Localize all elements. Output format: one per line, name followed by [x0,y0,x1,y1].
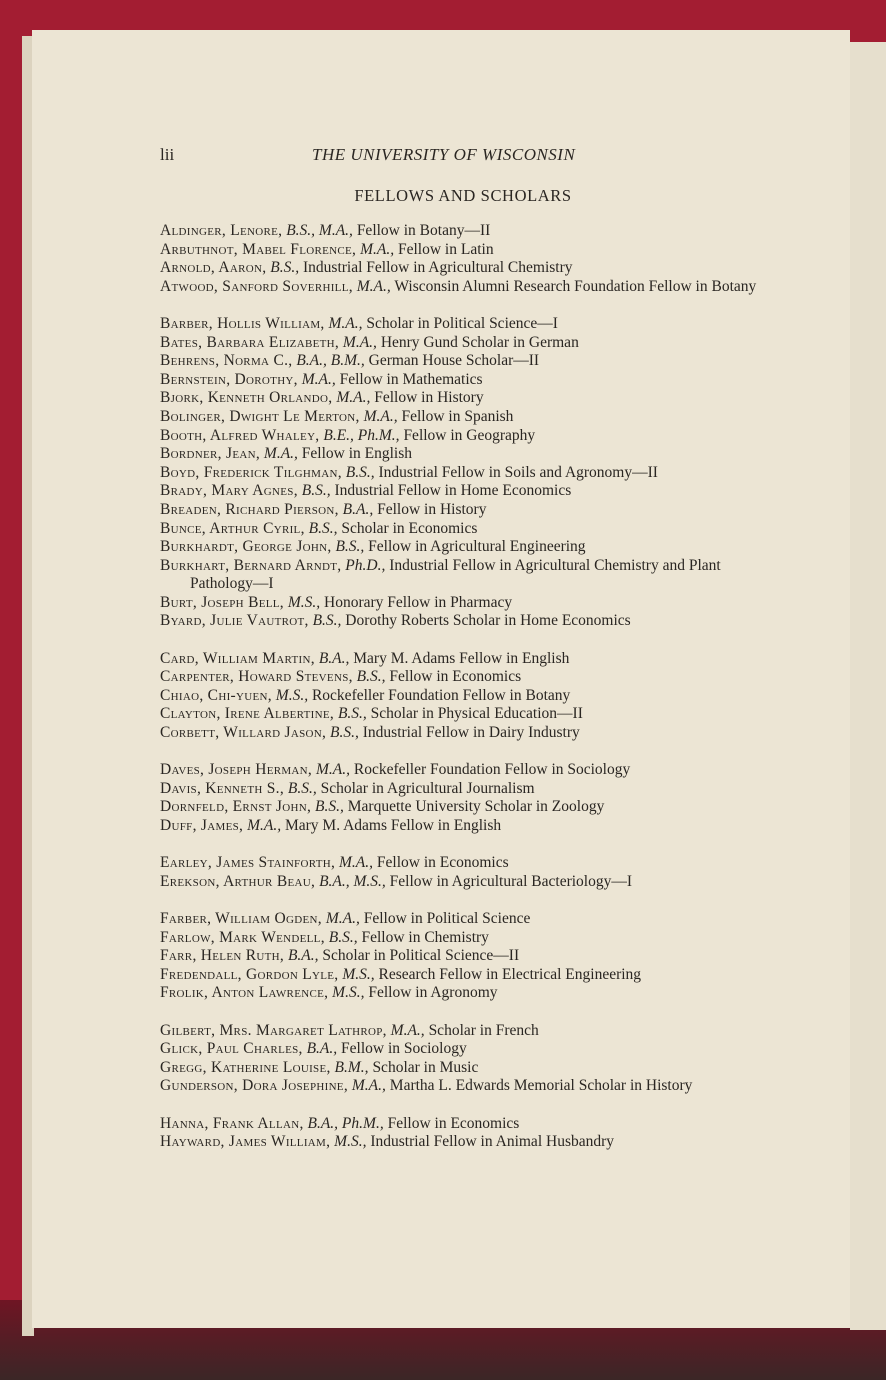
fellow-name: Booth, Alfred Whaley, [160,426,320,444]
fellow-name: Byard, Julie Vautrot, [160,612,309,630]
list-item [160,464,784,483]
list-item [160,371,784,390]
fellow-degrees: M.A., [342,333,377,351]
list-item [160,910,784,929]
list-item [160,594,784,613]
fellow-degrees: B.S., [301,482,331,500]
fellow-degrees: M.A., [363,407,398,425]
fellow-degrees: M.A., [325,909,360,927]
fellowship-description: Marquette University Scholar in Zoology [347,798,605,816]
list-item [160,445,784,464]
list-item [160,984,784,1003]
fellow-degrees: B.A., B.M., [296,352,365,370]
list-item [160,315,784,334]
list-item [160,334,784,353]
list-item [160,947,784,966]
fellow-name: Brady, Mary Agnes, [160,482,298,500]
running-title: THE UNIVERSITY OF WISCONSIN [312,145,576,164]
fellow-name: Hanna, Frank Allan, [160,1114,304,1132]
fellow-degrees: B.S., [308,519,338,537]
fellow-degrees: M.A., [356,277,391,295]
fellowship-description: Fellow in Economics [389,668,522,686]
fellowship-description: Industrial Fellow in Agricultural Chemistry and Plant Pathology—I [190,556,721,593]
entry-group [160,222,784,296]
fellow-degrees: M.S., [287,593,321,611]
fellow-degrees: B.S., [337,705,367,723]
fellow-degrees: M.A., [328,314,363,332]
list-item [160,1133,784,1152]
fellow-name: Daves, Joseph Herman, [160,761,313,779]
list-item [160,705,784,724]
list-item [160,780,784,799]
fellowship-description: Scholar in Music [372,1058,479,1076]
fellowship-description: Mary M. Adams Fellow in English [284,817,502,834]
fellow-name: Carpenter, Howard Stevens, [160,668,353,686]
fellow-name: Bates, Barbara Elizabeth, [160,333,340,351]
fellow-name: Arbuthnot, Mabel Florence, [160,240,357,258]
fellowship-description: Henry Gund Scholar in German [380,333,579,351]
fellowship-description: Mary M. Adams Fellow in English [353,649,570,667]
fellowship-description: Wisconsin Alumni Research Foundation Fellow in Botany [394,277,757,295]
fellow-name: Chiao, Chi-yuen, [160,686,272,704]
fellow-name: Aldinger, Lenore, [160,222,283,239]
fellowship-description: Fellow in Agricultural Bacteriology—I [389,872,633,890]
entry-group [160,854,784,891]
fellow-name: Gilbert, Mrs. Margaret Lathrop, [160,1021,387,1039]
fellowship-description: Fellow in Latin [398,240,494,258]
fellow-degrees: B.S., [287,779,317,797]
fellowship-description: Fellow in Botany—II [356,222,491,239]
fellow-degrees: B.S., [356,668,386,686]
list-item [160,798,784,817]
list-item [160,724,784,743]
list-item [160,352,784,371]
list-item [160,389,784,408]
fellowship-description: Scholar in Agricultural Journalism [320,779,535,797]
fellow-degrees: B.A., Ph.M., [307,1114,384,1132]
fellow-name: Corbett, Willard Jason, [160,724,327,742]
fellow-degrees: M.A., [301,370,336,388]
fellow-degrees: Ph.D., [345,556,386,574]
fellow-name: Dornfeld, Ernst John, [160,798,312,816]
section-title: FELLOWS AND SCHOLARS [354,186,572,205]
fellow-degrees: B.S., [335,538,365,556]
fellowship-description: Scholar in Physical Education—II [370,705,583,723]
fellow-name: Glick, Paul Charles, [160,1040,303,1058]
fellow-name: Bordner, Jean, [160,445,261,463]
fellowship-description: Fellow in Economics [376,854,509,872]
fellow-degrees: M.S., [332,984,365,1002]
fellow-degrees: M.A., [263,445,298,463]
fellow-degrees: B.S., [270,259,300,277]
fellow-name: Bolinger, Dwight Le Merton, [160,407,360,425]
fellow-name: Behrens, Norma C., [160,352,293,370]
fellow-degrees: M.S., [342,965,375,983]
list-item [160,278,784,297]
list-item [160,222,784,241]
list-item [160,1077,784,1096]
fellowship-description: Fellow in History [374,389,484,407]
fellowship-description: Fellow in Sociology [341,1040,467,1058]
fellow-name: Farlow, Mark Wendell, [160,928,325,946]
fellowship-description: Rockefeller Foundation Fellow in Sociology [353,761,631,779]
entry-group [160,1115,784,1152]
list-item [160,687,784,706]
list-item [160,557,784,594]
fellowship-description: Scholar in Economics [341,519,478,537]
fellow-degrees: M.S., [275,686,309,704]
list-item [160,761,784,780]
fellowship-description: Scholar in French [428,1021,539,1039]
fellow-degrees: B.S., [312,612,342,630]
fellowship-description: Research Fellow in Electrical Engineering [378,965,642,983]
fellow-degrees: B.A., [342,500,374,518]
facing-page-edge [850,42,886,1330]
fellow-name: Duff, James, [160,817,244,834]
page-number: lii [160,145,175,164]
fellowship-description: Dorothy Roberts Scholar in Home Economics [345,612,631,630]
list-item [160,520,784,539]
list-item [160,1022,784,1041]
fellow-degrees: M.A., [315,761,350,779]
fellowship-description: Industrial Fellow in Animal Husbandry [370,1133,615,1151]
fellow-degrees: B.M., [334,1058,369,1076]
fellow-name: Atwood, Sanford Soverhill, [160,277,353,295]
list-item [160,854,784,873]
fellow-name: Card, William Martin, [160,649,315,667]
list-item [160,966,784,985]
fellow-name: Fredendall, Gordon Lyle, [160,965,339,983]
fellow-degrees: M.A., [390,1021,425,1039]
fellow-name: Burkhardt, George John, [160,538,332,556]
list-item [160,501,784,520]
fellowship-description: German House Scholar—II [368,352,540,370]
fellow-degrees: B.S., [345,463,375,481]
fellow-degrees: B.S., [315,798,344,816]
entry-group [160,761,784,835]
fellow-name: Gunderson, Dora Josephine, [160,1077,349,1095]
fellowship-description: Industrial Fellow in Home Economics [334,482,572,500]
fellow-name: Burkhart, Bernard Arndt, [160,556,342,574]
fellow-name: Erekson, Arthur Beau, [160,872,316,890]
fellowship-description: Honorary Fellow in Pharmacy [324,593,513,611]
fellow-name: Farr, Helen Ruth, [160,947,285,965]
fellow-degrees: B.A., [318,649,350,667]
list-item [160,538,784,557]
entry-group [160,910,784,1003]
list-item [160,1040,784,1059]
list-item [160,873,784,892]
page-header [160,145,780,167]
fellowship-description: Scholar in Political Science—I [366,314,558,332]
fellowship-description: Fellow in Chemistry [361,928,489,946]
fellow-degrees: M.A., [351,1077,386,1095]
fellow-name: Boyd, Frederick Tilghman, [160,463,342,481]
fellowship-description: Industrial Fellow in Agricultural Chemistry [303,259,573,277]
fellowship-description: Fellow in English [301,445,413,463]
list-item [160,241,784,260]
list-item [160,929,784,948]
fellow-degrees: B.A., M.S., [319,872,386,890]
list-item [160,1115,784,1134]
list-item [160,259,784,278]
list-item [160,612,784,631]
fellow-name: Farber, William Ogden, [160,909,322,927]
fellow-degrees: B.A., [287,947,319,965]
fellow-degrees: B.A., [306,1040,338,1058]
fellow-name: Clayton, Irene Albertine, [160,705,335,723]
fellow-name: Davis, Kenneth S., [160,779,285,797]
list-item [160,650,784,669]
fellow-degrees: M.A., [339,854,374,872]
fellow-name: Earley, James Stainforth, [160,854,336,872]
fellowship-description: Fellow in Agricultural Engineering [368,538,586,556]
fellowship-description: Fellow in Agronomy [368,984,498,1002]
fellowship-description: Scholar in Political Science—II [322,947,520,965]
fellow-name: Gregg, Katherine Louise, [160,1058,331,1076]
list-item [160,482,784,501]
fellow-degrees: B.S., [328,928,358,946]
fellowship-description: Fellow in Mathematics [339,370,483,388]
fellow-name: Breaden, Richard Pierson, [160,500,339,518]
fellow-name: Hayward, James William, [160,1133,331,1151]
entry-group [160,315,784,631]
list-item [160,427,784,446]
fellow-name: Barber, Hollis William, [160,314,325,332]
entry-group [160,650,784,743]
fellow-name: Burt, Joseph Bell, [160,593,284,611]
list-item [160,817,784,836]
entry-group [160,1022,784,1096]
fellowship-description: Industrial Fellow in Dairy Industry [362,724,580,742]
list-item [160,668,784,687]
fellow-name: Bunce, Arthur Cyril, [160,519,305,537]
fellow-name: Bernstein, Dorothy, [160,370,298,388]
fellow-degrees: B.E., Ph.M., [323,426,400,444]
fellow-degrees: B.S., M.A., [286,222,353,239]
fellowship-description: Martha L. Edwards Memorial Scholar in History [389,1077,693,1095]
fellowship-description: Fellow in Geography [403,426,536,444]
fellowship-description: Fellow in Economics [387,1114,520,1132]
fellowship-description: Fellow in Political Science [363,909,531,927]
fellowship-description: Fellow in History [377,500,487,518]
fellowship-description: Rockefeller Foundation Fellow in Botany [311,686,571,704]
fellow-degrees: B.S., [330,724,359,742]
fellow-degrees: M.A., [360,240,395,258]
fellow-name: Frolik, Anton Lawrence, [160,984,329,1002]
list-item [160,408,784,427]
list-item [160,1059,784,1078]
fellowship-description: Industrial Fellow in Soils and Agronomy—II [378,463,658,481]
fellow-name: Arnold, Aaron, [160,259,267,277]
fellowship-description: Fellow in Spanish [401,407,514,425]
fellows-list [160,222,784,1170]
fellow-degrees: M.A., [336,389,371,407]
fellow-degrees: M.A., [247,817,282,834]
fellow-degrees: M.S., [334,1133,367,1151]
fellow-name: Bjork, Kenneth Orlando, [160,389,333,407]
